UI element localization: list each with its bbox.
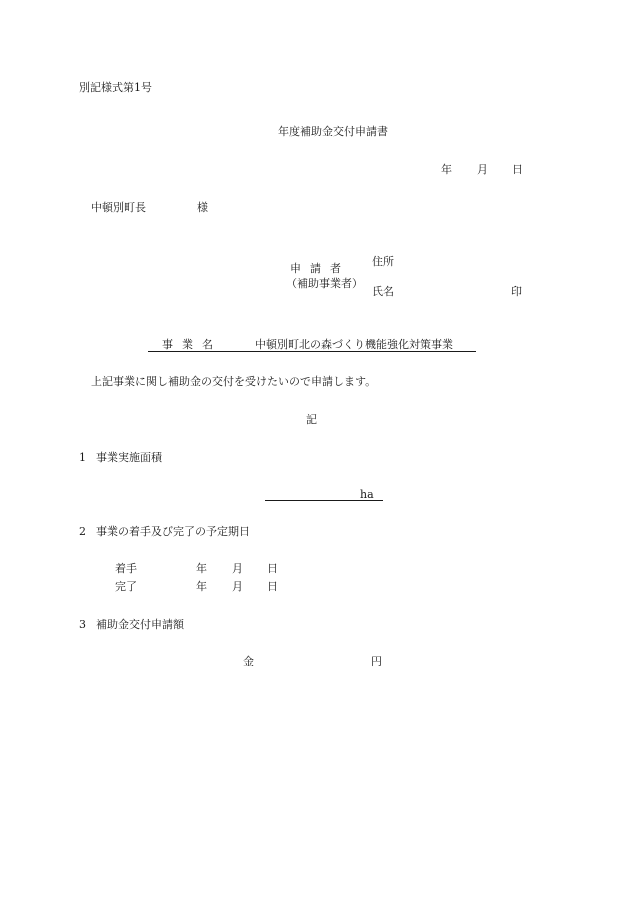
start-year-label: 年 xyxy=(196,562,207,575)
intro-text: 上記事業に関し補助金の交付を受けたいので申請します。 xyxy=(91,375,377,388)
date-day-label: 日 xyxy=(512,163,523,176)
start-label: 着手 xyxy=(115,562,137,575)
date-year-label: 年 xyxy=(441,163,452,176)
addressee-honorific: 様 xyxy=(197,201,208,214)
end-label: 完了 xyxy=(115,580,137,593)
amount-prefix: 金 xyxy=(243,655,254,668)
form-number: 別記様式第1号 xyxy=(79,81,152,94)
area-unit: ha xyxy=(360,488,374,501)
end-year-label: 年 xyxy=(196,580,207,593)
item-3-title: 補助金交付申請額 xyxy=(96,618,184,631)
start-day-label: 日 xyxy=(267,562,278,575)
ki-mark: 記 xyxy=(306,413,317,426)
date-month-label: 月 xyxy=(477,163,488,176)
applicant-role: 申 請 者 xyxy=(290,262,340,275)
end-day-label: 日 xyxy=(267,580,278,593)
start-month-label: 月 xyxy=(232,562,243,575)
applicant-role-note: （補助事業者） xyxy=(286,277,363,290)
area-underline xyxy=(265,500,383,501)
address-label: 住所 xyxy=(372,255,394,268)
project-underline xyxy=(148,351,476,352)
end-month-label: 月 xyxy=(232,580,243,593)
item-2-title: 事業の着手及び完了の予定期日 xyxy=(96,525,250,538)
item-3-number: 3 xyxy=(79,618,86,631)
project-label: 事 業 名 xyxy=(162,338,212,351)
item-1-number: 1 xyxy=(79,451,86,464)
addressee-name: 中頓別町長 xyxy=(91,201,146,214)
item-1-title: 事業実施面積 xyxy=(96,451,162,464)
item-2-number: 2 xyxy=(79,525,86,538)
document-title: 年度補助金交付申請書 xyxy=(278,125,388,138)
amount-suffix: 円 xyxy=(371,655,382,668)
project-name: 中頓別町北の森づくり機能強化対策事業 xyxy=(255,338,453,351)
name-label: 氏名 xyxy=(372,285,394,298)
seal-mark: 印 xyxy=(511,285,522,298)
